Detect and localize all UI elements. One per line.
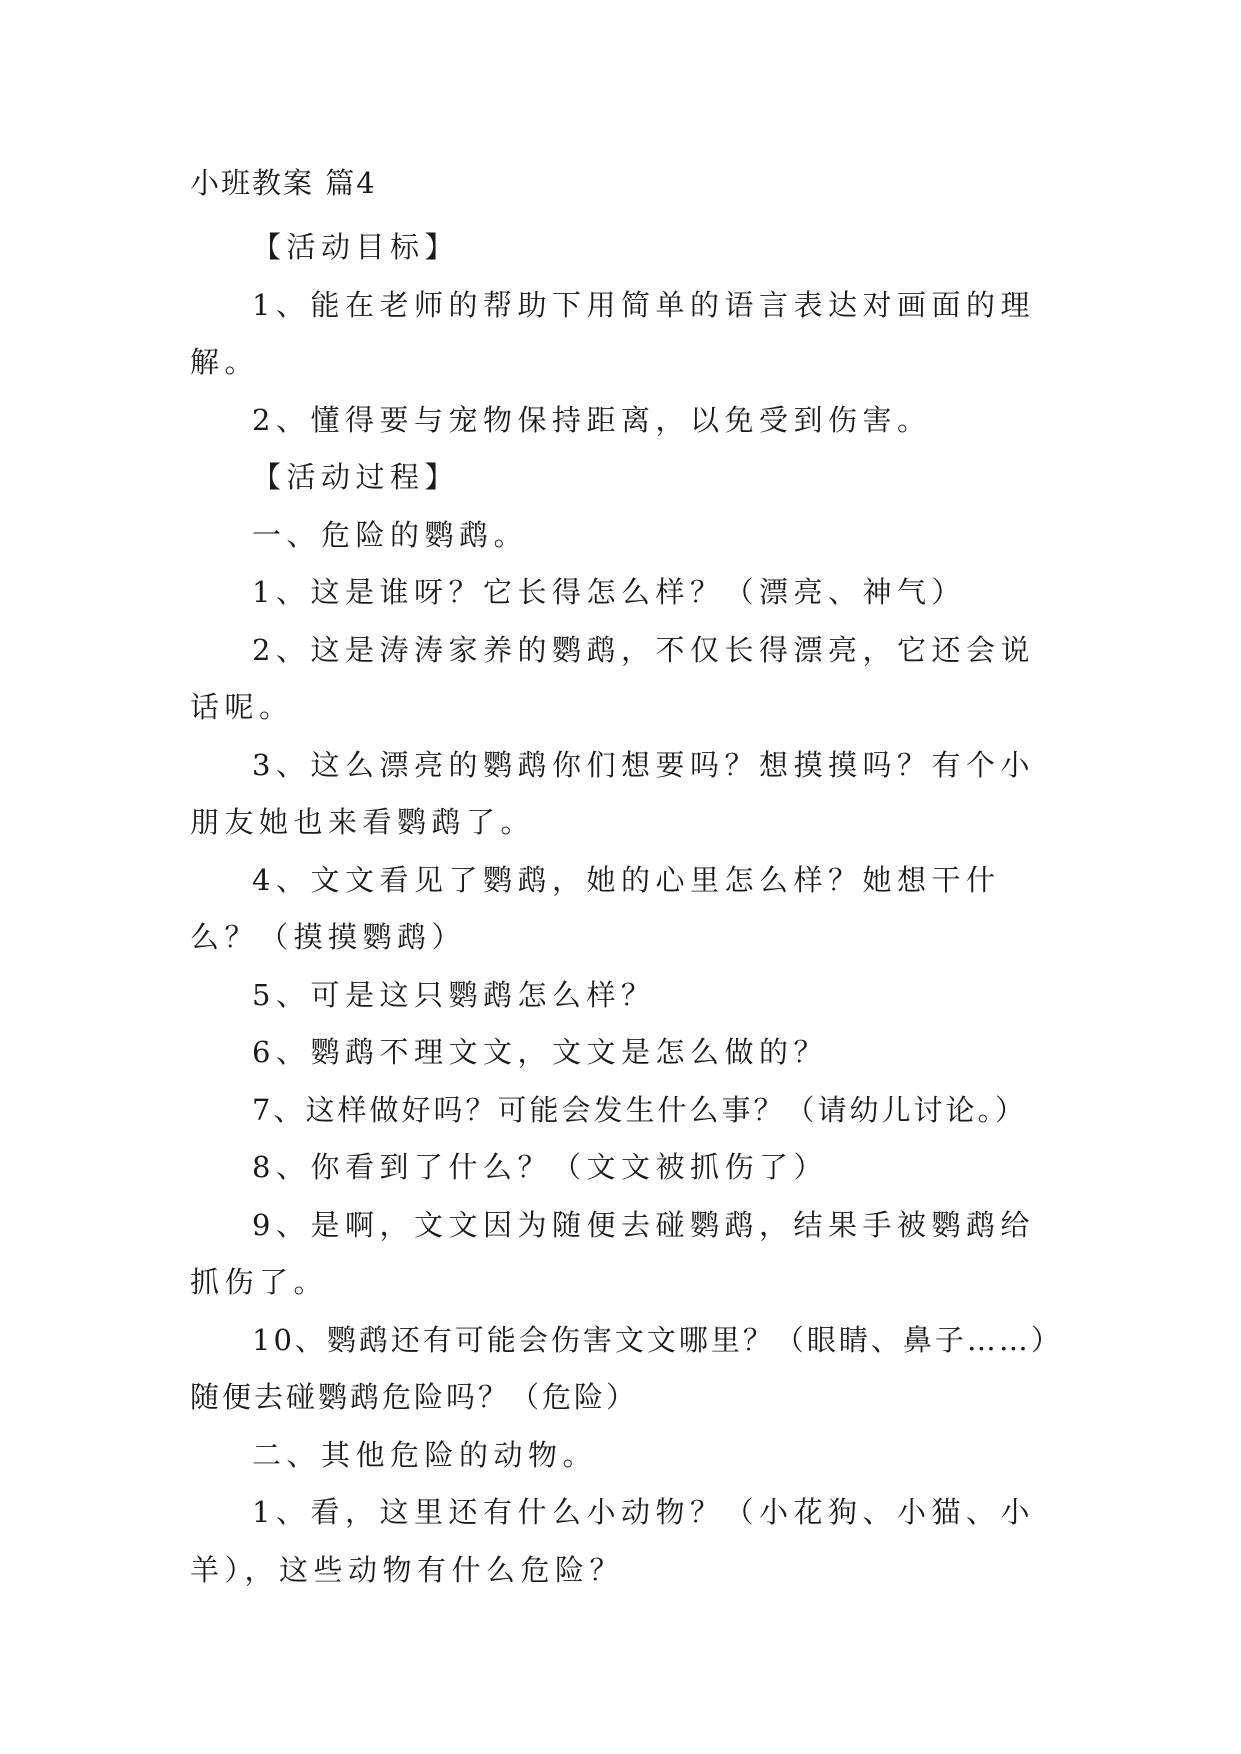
subsection-heading: 二、其他危险的动物。 <box>252 1437 598 1472</box>
process-step: 10、鹦鹉还有可能会伤害文文哪里？（眼睛、鼻子……）随便去碰鹦鹉危险吗？（危险） <box>190 1322 1049 1414</box>
process-step: 9、是啊，文文因为随便去碰鹦鹉，结果手被鹦鹉给抓伤了。 <box>190 1207 1035 1299</box>
process-step: 6、鹦鹉不理文文，文文是怎么做的？ <box>252 1035 828 1069</box>
process-step: 1、看，这里还有什么小动物？（小花狗、小猫、小羊），这些动物有什么危险？ <box>190 1495 1035 1587</box>
document-body <box>190 219 1050 1599</box>
process-step: 5、可是这只鹦鹉怎么样？ <box>252 977 656 1012</box>
goal-item: 1、能在老师的帮助下用简单的语言表达对画面的理解。 <box>190 287 1035 379</box>
section-heading-goals: 【活动目标】 <box>252 230 460 264</box>
process-step: 7、这样做好吗？可能会发生什么事？（请幼儿讨论。） <box>252 1092 1027 1127</box>
process-step: 3、这么漂亮的鹦鹉你们想要吗？想摸摸吗？有个小朋友她也来看鹦鹉了。 <box>190 747 1035 839</box>
goal-item: 2、懂得要与宠物保持距离，以免受到伤害。 <box>252 402 932 437</box>
document-title: 小班教案 篇4 <box>190 166 377 200</box>
process-step: 2、这是涛涛家养的鹦鹉，不仅长得漂亮，它还会说话呢。 <box>190 632 1035 724</box>
process-step: 4、文文看见了鹦鹉，她的心里怎么样？她想干什么？（摸摸鹦鹉） <box>190 862 1001 954</box>
process-step: 8、你看到了什么？（文文被抓伤了） <box>252 1150 828 1184</box>
process-step: 1、这是谁呀？它长得怎么样？（漂亮、神气） <box>252 575 966 609</box>
section-heading-process: 【活动过程】 <box>252 460 460 494</box>
subsection-heading: 一、危险的鹦鹉。 <box>252 517 529 552</box>
